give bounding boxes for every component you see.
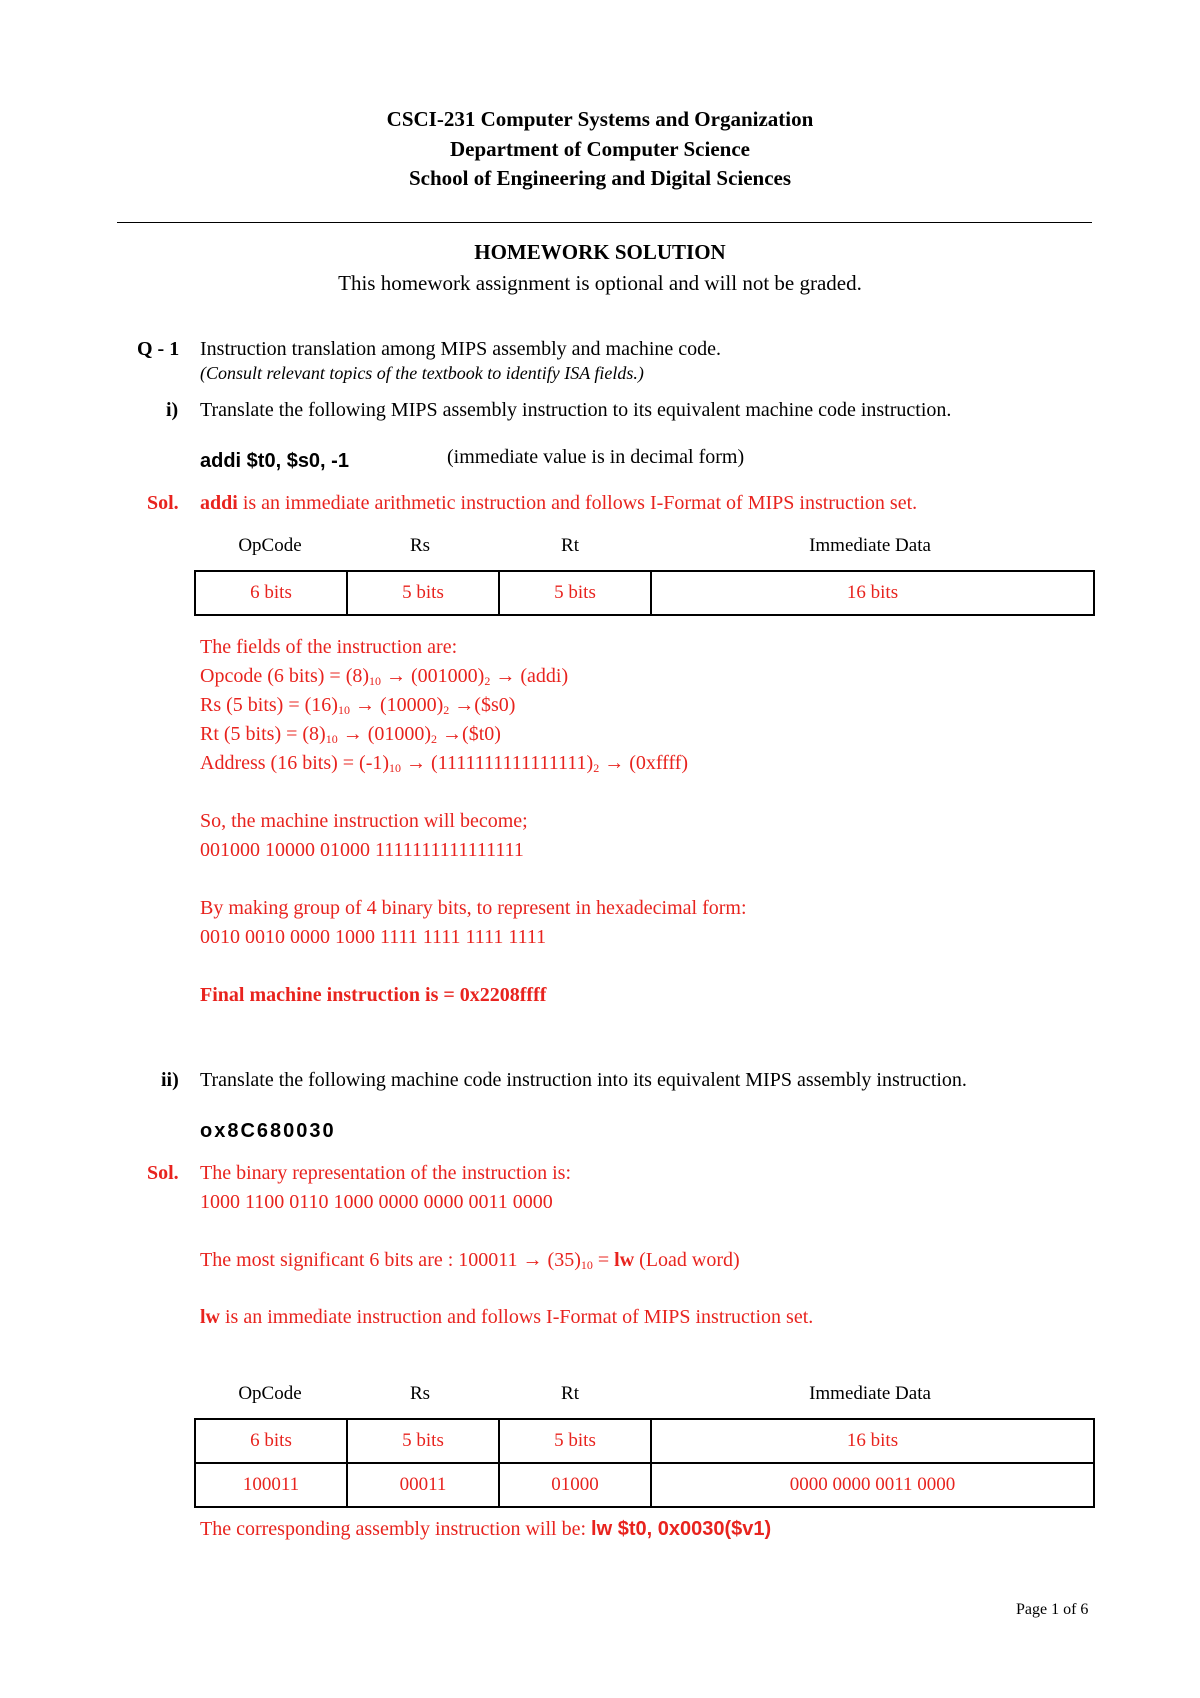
format-table-2 xyxy=(194,1418,1095,1508)
table1-header-rs: Rs xyxy=(409,535,431,556)
addi-keyword: addi xyxy=(200,492,238,514)
table1-header-immediate: Immediate Data xyxy=(809,535,931,556)
table1-header-rt: Rt xyxy=(561,535,579,556)
field-rt xyxy=(200,723,501,747)
field-rs xyxy=(200,694,515,718)
lw-keyword: lw xyxy=(200,1306,220,1328)
field-text: Rt (5 bits) = (8) xyxy=(200,723,326,745)
school: School of Engineering and Digital Sciences xyxy=(408,166,792,190)
subscript: 2 xyxy=(431,732,438,746)
field-text: → (10000) xyxy=(349,694,444,716)
field-text: → (addi) xyxy=(490,665,569,687)
table2-header-rs: Rs xyxy=(409,1383,431,1404)
lw-description: is an immediate instruction and follows I-Format of MIPS instruction set. xyxy=(220,1306,814,1328)
binary-representation: 1000 1100 0110 1000 0000 0000 0011 0000 xyxy=(200,1191,553,1213)
final-machine-instruction: Final machine instruction is = 0x2208ffff xyxy=(200,984,547,1006)
table-row xyxy=(195,571,1094,615)
result-instruction: lw $t0, 0x0030($v1) xyxy=(591,1518,772,1540)
subscript: 2 xyxy=(443,703,450,717)
subscript: 10 xyxy=(369,674,382,688)
result-line xyxy=(200,1518,771,1541)
field-text: →($s0) xyxy=(449,694,516,716)
field-opcode xyxy=(200,665,568,689)
group-intro: By making group of 4 binary bits, to represent in hexadecimal form: xyxy=(200,897,747,919)
homework-subtitle: This homework assignment is optional and will not be graded. xyxy=(338,271,862,295)
machine-intro: So, the machine instruction will become; xyxy=(200,810,528,832)
lw-format-text xyxy=(200,1306,813,1329)
field-text: Address (16 bits) = (-1) xyxy=(200,752,390,774)
q1-text: Instruction translation among MIPS assembly and machine code. xyxy=(200,338,722,360)
field-text: →($t0) xyxy=(437,723,501,745)
machine-binary: 001000 10000 01000 1111111111111111 xyxy=(200,839,524,861)
subscript: 2 xyxy=(593,761,600,775)
part2-instruction: ox8C680030 xyxy=(200,1120,336,1142)
table2-header-rt: Rt xyxy=(561,1383,579,1404)
part2-sol-label: Sol. xyxy=(147,1162,179,1184)
table1-header-opcode: OpCode xyxy=(238,535,302,556)
field-text: Rs (5 bits) = (16) xyxy=(200,694,338,716)
table-cell: 6 bits xyxy=(195,1419,347,1463)
group-binary: 0010 0010 0000 1000 1111 1111 1111 1111 xyxy=(200,926,547,948)
table-row xyxy=(195,1419,1094,1463)
table-cell: 5 bits xyxy=(347,1419,499,1463)
subscript: 10 xyxy=(580,1258,593,1272)
subscript: 10 xyxy=(325,732,338,746)
homework-title: HOMEWORK SOLUTION xyxy=(474,240,726,264)
table-cell: 5 bits xyxy=(499,1419,651,1463)
table-cell: 16 bits xyxy=(651,571,1094,615)
table-cell: 100011 xyxy=(195,1463,347,1507)
subscript: 2 xyxy=(484,674,491,688)
table-cell: 00011 xyxy=(347,1463,499,1507)
field-address xyxy=(200,752,688,776)
table-cell: 6 bits xyxy=(195,571,347,615)
part2-question: Translate the following machine code instruction into its equivalent MIPS assembly instruction. xyxy=(200,1069,967,1091)
msb-text xyxy=(200,1249,740,1273)
msb-part: = xyxy=(592,1249,615,1271)
table2-header-opcode: OpCode xyxy=(238,1383,302,1404)
part1-sol-label: Sol. xyxy=(147,492,179,514)
sol-description: is an immediate arithmetic instruction and follows I-Format of MIPS instruction set. xyxy=(237,492,918,514)
field-text: → (1111111111111111) xyxy=(401,752,594,774)
header-rule xyxy=(117,222,1092,223)
part2-label: ii) xyxy=(161,1069,179,1091)
q1-label: Q - 1 xyxy=(137,338,180,360)
table-cell: 5 bits xyxy=(347,571,499,615)
format-table-1 xyxy=(194,570,1095,616)
course-title: CSCI-231 Computer Systems and Organization xyxy=(386,107,814,131)
table-cell: 0000 0000 0011 0000 xyxy=(651,1463,1094,1507)
binary-intro: The binary representation of the instruction is: xyxy=(200,1162,572,1184)
subscript: 10 xyxy=(337,703,350,717)
lw-keyword: lw xyxy=(614,1249,635,1271)
page-number: Page 1 of 6 xyxy=(1016,1601,1089,1618)
msb-part: The most significant 6 bits are : 100011 → (35) xyxy=(200,1249,581,1271)
table-cell: 5 bits xyxy=(499,571,651,615)
subscript: 10 xyxy=(389,761,402,775)
msb-part: (Load word) xyxy=(634,1249,740,1271)
part1-sol-text xyxy=(200,492,917,515)
part1-instruction-note: (immediate value is in decimal form) xyxy=(447,446,745,468)
part1-label: i) xyxy=(166,399,179,421)
part1-instruction: addi $t0, $s0, -1 xyxy=(200,450,349,472)
part1-question: Translate the following MIPS assembly instruction to its equivalent machine code instruction. xyxy=(200,399,952,421)
field-text: → (001000) xyxy=(381,665,485,687)
field-text: Opcode (6 bits) = (8) xyxy=(200,665,370,687)
field-text: → (0xffff) xyxy=(599,752,689,774)
result-text: The corresponding assembly instruction will be: xyxy=(200,1518,592,1540)
fields-intro: The fields of the instruction are: xyxy=(200,636,458,658)
table-row xyxy=(195,1463,1094,1507)
q1-note: (Consult relevant topics of the textbook to identify ISA fields.) xyxy=(200,363,644,383)
field-text: → (01000) xyxy=(337,723,432,745)
table-cell: 16 bits xyxy=(651,1419,1094,1463)
table-cell: 01000 xyxy=(499,1463,651,1507)
table2-header-immediate: Immediate Data xyxy=(809,1383,931,1404)
department: Department of Computer Science xyxy=(450,137,750,161)
